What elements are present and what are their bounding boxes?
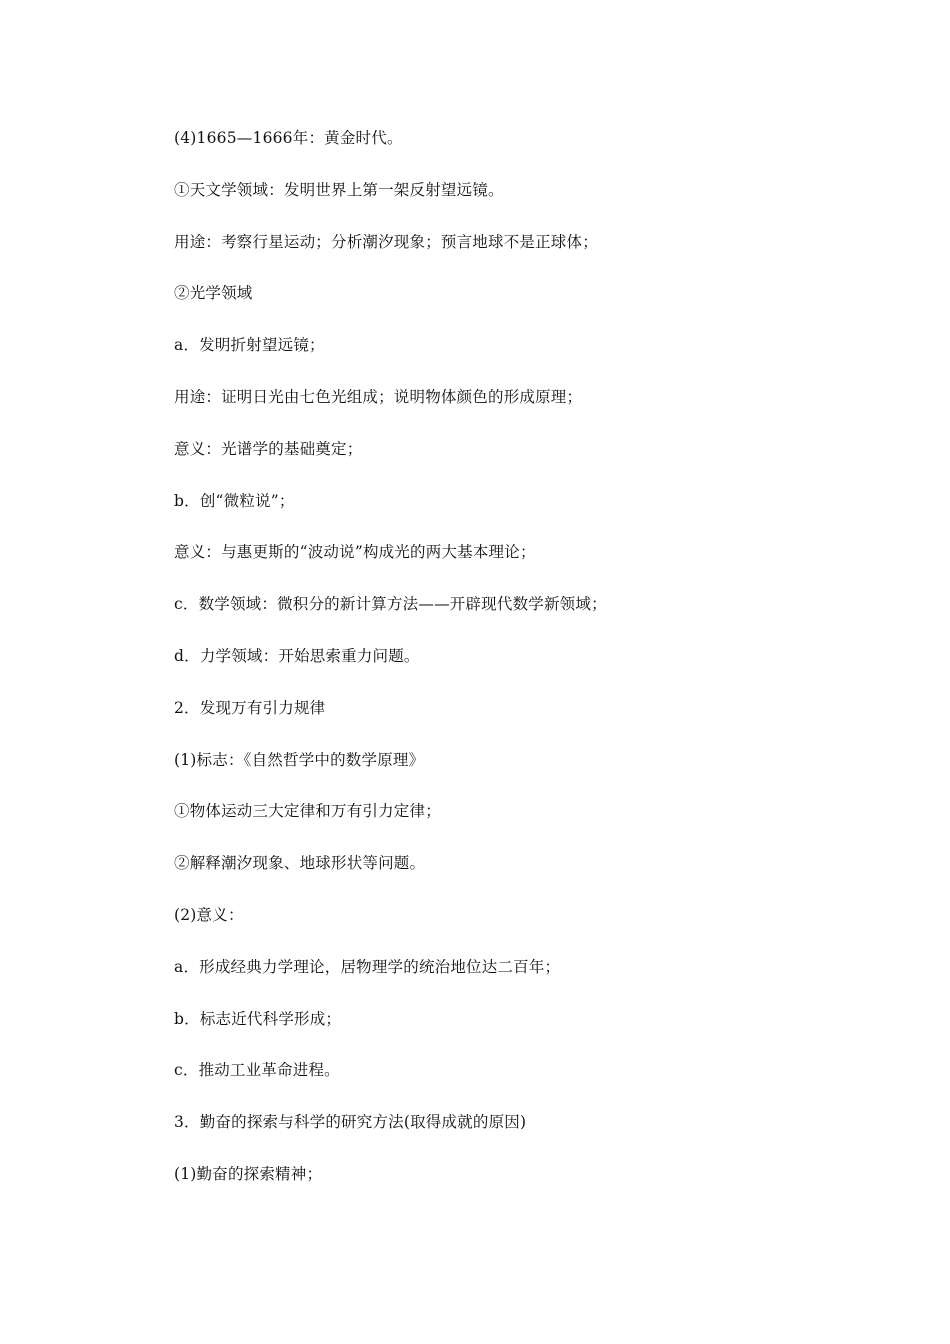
text-line: 用途：考察行星运动；分析潮汐现象；预言地球不是正球体；: [174, 232, 598, 251]
text-line: a．发明折射望远镜；: [174, 336, 325, 355]
section-heading: 3．勤奋的探索与科学的研究方法(取得成就的原因): [174, 1113, 527, 1132]
text-line: ②光学领域: [174, 284, 253, 303]
text-line: a．形成经典力学理论，居物理学的统治地位达二百年；: [174, 957, 561, 976]
text-line: ②解释潮汐现象、地球形状等问题。: [174, 854, 426, 873]
text-line: d．力学领域：开始思索重力问题。: [174, 646, 420, 665]
text-line: (1)勤奋的探索精神；: [174, 1164, 323, 1183]
text-line: (1)标志：《自然哲学中的数学原理》: [174, 750, 425, 769]
text-line: b．标志近代科学形成；: [174, 1009, 342, 1028]
text-line: 用途：证明日光由七色光组成；说明物体颜色的形成原理；: [174, 387, 583, 406]
text-line: 意义：与惠更斯的“波动说”构成光的两大基本理论；: [174, 543, 536, 562]
text-line: b．创“微粒说”；: [174, 491, 295, 510]
text-line: c．推动工业革命进程。: [174, 1061, 340, 1080]
document-body: [174, 118, 814, 1206]
section-heading: 2．发现万有引力规律: [174, 698, 326, 717]
text-line: (4)1665—1666年：黄金时代。: [174, 129, 403, 147]
text-line: c．数学领域：微积分的新计算方法——开辟现代数学新领域；: [174, 595, 607, 614]
text-line: ①天文学领域：发明世界上第一架反射望远镜。: [174, 180, 504, 199]
text-line: (2)意义：: [174, 905, 244, 924]
text-line: ①物体运动三大定律和万有引力定律；: [174, 802, 441, 821]
text-line: 意义：光谱学的基础奠定；: [174, 439, 363, 458]
